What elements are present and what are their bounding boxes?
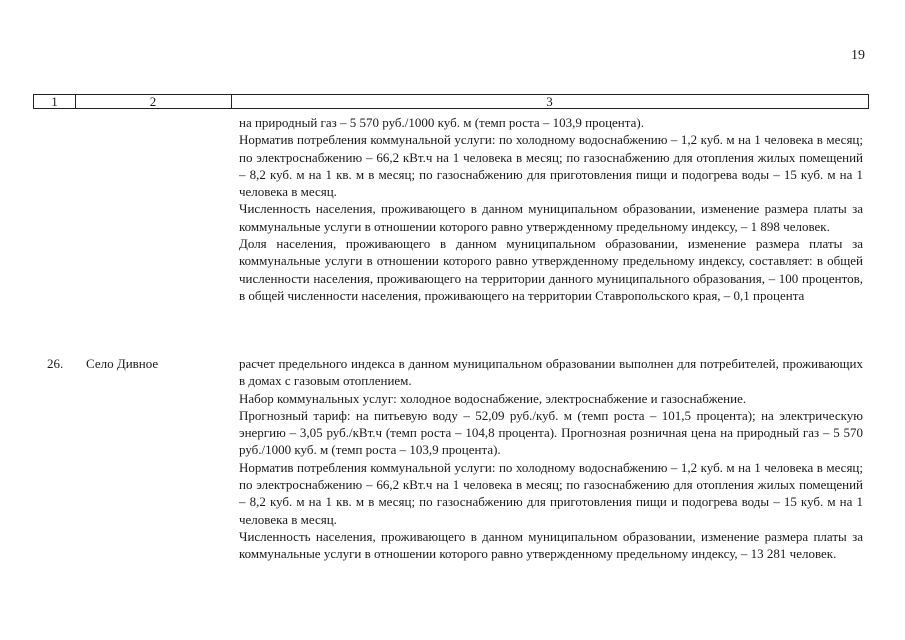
continuation-text-block bbox=[239, 114, 863, 304]
row-paragraph: Норматив потребления коммунальной услуги: по холодному водоснабжению – 1,2 куб. м на 1 человека в месяц; по электроснабжению – 66,2 кВт.ч на 1 человека в месяц; по газоснабжению для отопления жилых помещений – 8,2 куб. м на 1 кв. м в месяц; по газоснабжению для приготовления пищи и подогрева воды – 15 куб. м на 1 человека в месяц. bbox=[239, 459, 863, 527]
municipality-name: Село Дивное bbox=[86, 356, 159, 371]
continuation-paragraph: Доля населения, проживающего в данном муниципальном образовании, изменение размера платы за коммунальные услуги в отношении которого равно утвержденному предельному индексу, составляет: в общей численности населения, проживающего на территории данного муниципального образования, – 100 процентов, в общей численности населения, проживающего на территории Ставропольского края, – 0,1 процента bbox=[239, 236, 863, 303]
table-header-col-1: 1 bbox=[34, 95, 76, 108]
row-paragraph: Прогнозный тариф: на питьевую воду – 52,09 руб./куб. м (темп роста – 101,5 процента); на электрическую энергию – 3,05 руб./кВт.ч (темп роста – 104,8 процента). Прогнозная розничная цена на природный газ – 5 570 руб./1000 куб. м (темп роста – 103,9 процента). bbox=[239, 407, 863, 458]
table-header-row bbox=[33, 94, 869, 109]
row-number: 26. bbox=[47, 356, 64, 371]
continuation-paragraph: Норматив потребления коммунальной услуги: по холодному водоснабжению – 1,2 куб. м на 1 человека в месяц; по электроснабжению – 66,2 кВт.ч на 1 человека в месяц; по газоснабжению для отопления жилых помещений – 8,2 куб. м на 1 кв. м в месяц; по газоснабжению для приготовления пищи и подогрева воды – 15 куб. м на 1 человека в месяц. bbox=[239, 132, 863, 200]
row-paragraph: расчет предельного индекса в данном муниципальном образовании выполнен для потребителей, проживающих в домах с газовым отоплением. bbox=[239, 356, 863, 389]
table-header-col-2: 2 bbox=[75, 95, 232, 108]
continuation-paragraph: Численность населения, проживающего в данном муниципальном образовании, изменение размера платы за коммунальные услуги в отношении которого равно утвержденному предельному индексу, – 1 898 человек. bbox=[239, 201, 863, 234]
page-number: 19 bbox=[851, 48, 865, 63]
row-paragraph: Набор коммунальных услуг: холодное водоснабжение, электроснабжение и газоснабжение. bbox=[239, 390, 747, 406]
row-paragraph: Численность населения, проживающего в данном муниципальном образовании, изменение размера платы за коммунальные услуги в отношении которого равно утвержденному предельному индексу, – 13 281 человек. bbox=[239, 528, 863, 562]
table-header-col-3: 3 bbox=[546, 94, 553, 109]
row-26-text-block bbox=[239, 355, 863, 563]
continuation-paragraph: на природный газ – 5 570 руб./1000 куб. м (темп роста – 103,9 процента). bbox=[239, 115, 644, 130]
